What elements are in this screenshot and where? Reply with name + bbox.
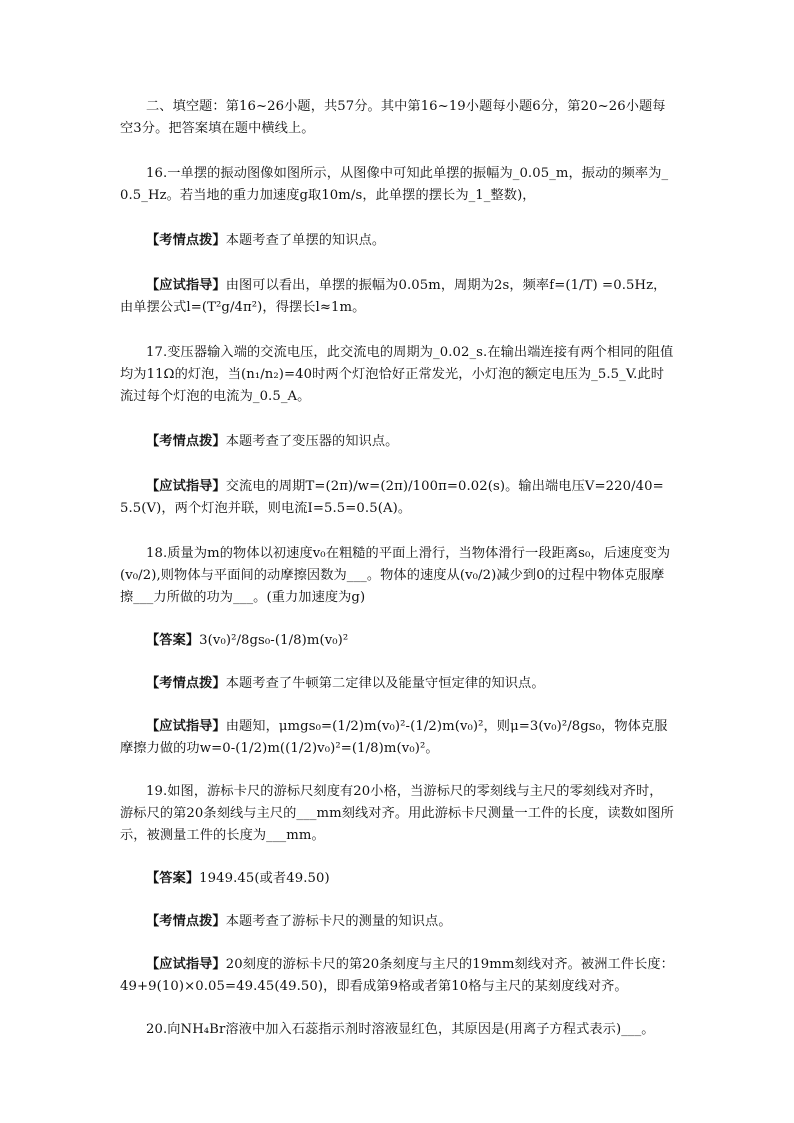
q19-kaoqing-label: 【考情点拨】 <box>146 914 226 929</box>
q18-yingshi <box>120 716 675 760</box>
q16-kaoqing-text: 本题考查了单摆的知识点。 <box>225 233 386 248</box>
q18-answer-label: 【答案】 <box>146 633 200 648</box>
document-page <box>120 96 675 1041</box>
q17-yingshi <box>120 476 675 520</box>
q19-kaoqing-text: 本题考查了游标卡尺的测量的知识点。 <box>225 914 452 929</box>
q18-kaoqing-label: 【考情点拨】 <box>146 676 226 691</box>
question-16: 16.一单摆的振动图像如图所示，从图像中可知此单摆的振幅为_0.05_m，振动的频率为_0.5_Hz。若当地的重力加速度g取10m/s，此单摆的摆长为_1_整数)， <box>120 166 669 203</box>
q17-yingshi-label: 【应试指导】 <box>146 479 226 494</box>
q17-kaoqing-text: 本题考查了变压器的知识点。 <box>225 434 399 449</box>
q19-yingshi <box>120 954 675 998</box>
q18-yingshi-label: 【应试指导】 <box>146 719 226 734</box>
q18-answer-text: 3(v₀)²/8gs₀-(1/8)m(v₀)² <box>199 633 349 648</box>
q16-kaoqing <box>120 230 675 252</box>
q18-answer <box>120 630 675 652</box>
q16-yingshi <box>120 275 675 319</box>
q18-yingshi-text: 由题知，μmgs₀=(1/2)m(v₀)²-(1/2)m(v₀)²，则μ=3(v₀)²/8gs₀，物体克服摩擦力做的功w=0-(1/2)m((1/2)v₀)²=(1/8)m(v₀)²。 <box>120 719 668 756</box>
q17-kaoqing <box>120 431 675 453</box>
q17-kaoqing-label: 【考情点拨】 <box>146 434 226 449</box>
q17-yingshi-text: 交流电的周期T=(2π)/w=(2π)/100π=0.02(s)。输出端电压V=220/40=5.5(V)，两个灯泡并联，则电流I=5.5=0.5(A)。 <box>120 479 664 516</box>
q18-kaoqing-text: 本题考查了牛顿第二定律以及能量守恒定律的知识点。 <box>225 676 545 691</box>
q19-answer-text: 1949.45(或者49.50) <box>199 871 330 886</box>
section-intro: 二、填空题：第16~26小题，共57分。其中第16~19小题每小题6分，第20~26小题每空3分。把答案填在题中横线上。 <box>120 99 666 136</box>
question-18: 18.质量为m的物体以初速度v₀在粗糙的平面上滑行，当物体滑行一段距离s₀，后速度变为(v₀/2),则物体与平面间的动摩擦因数为___。物体的速度从(v₀/2)减少到0的过程中物体克服摩擦___力所做的功为___。(重力加速度为g) <box>120 546 671 605</box>
q16-yingshi-label: 【应试指导】 <box>146 278 226 293</box>
q18-kaoqing <box>120 673 675 695</box>
question-19: 19.如图，游标卡尺的游标尺刻度有20小格，当游标尺的零刻线与主尺的零刻线对齐时，游标尺的第20条刻线与主尺的___mm刻线对齐。用此游标卡尺测量一工件的长度，读数如图所示，被测量工件的长度为___mm。 <box>120 784 674 843</box>
q19-answer <box>120 868 675 890</box>
q19-yingshi-text: 20刻度的游标卡尺的第20条刻度与主尺的19mm刻线对齐。被洲工件长度：49+9(10)×0.05=49.45(49.50)，即看成第9格或者第10格与主尺的某刻度线对齐。 <box>120 957 674 994</box>
q19-kaoqing <box>120 911 675 933</box>
q19-answer-label: 【答案】 <box>146 871 200 886</box>
question-17: 17.变压器输入端的交流电压，此交流电的周期为_0.02_s.在输出端连接有两个相同的阻值均为11Ω的灯泡，当(n₁/n₂)=40时两个灯泡恰好正常发光，小灯泡的额定电压为_5.5_V.此时流过每个灯泡的电流为_0.5_A。 <box>120 345 674 404</box>
q16-kaoqing-label: 【考情点拨】 <box>146 233 226 248</box>
question-20: 20.向NH₄Br溶液中加入石蕊指示剂时溶液显红色，其原因是(用离子方程式表示)___。 <box>146 1022 655 1037</box>
q16-yingshi-text: 由图可以看出，单摆的振幅为0.05m，周期为2s，频率f=(1/T) =0.5Hz，由单摆公式l=(T²g/4π²)，得摆长l≈1m。 <box>120 278 667 315</box>
q19-yingshi-label: 【应试指导】 <box>146 957 226 972</box>
